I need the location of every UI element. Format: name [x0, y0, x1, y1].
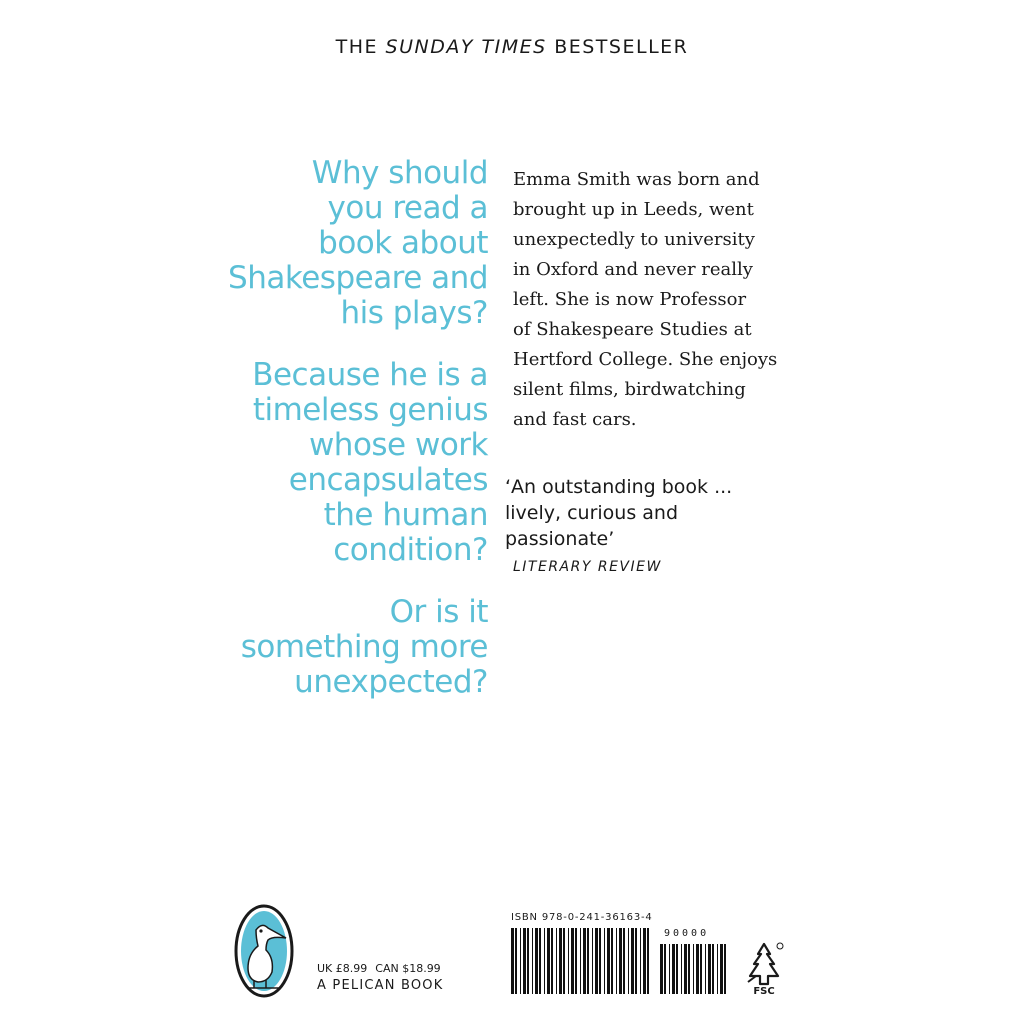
question-column [200, 156, 488, 727]
price-can: CAN $18.99 [375, 962, 441, 975]
barcode-bar [527, 928, 529, 994]
fsc-tree-icon [742, 940, 786, 996]
barcode-bar [551, 928, 553, 994]
question-line: the human [323, 497, 488, 533]
barcode-bar [604, 928, 605, 994]
question-block-1 [200, 156, 488, 331]
barcode-bar [575, 928, 577, 994]
question-line: timeless genius [252, 392, 488, 428]
barcode-bar [669, 944, 670, 994]
quote-line: passionate’ [505, 528, 615, 550]
bio-line: Hertford College. She enjoys [513, 349, 778, 370]
barcode-bar [647, 928, 649, 994]
barcode-bar [520, 928, 521, 994]
bio-line: silent films, birdwatching [513, 379, 746, 400]
barcode-bar [619, 928, 622, 994]
fsc-label: FSC [753, 986, 775, 996]
barcode-bar [688, 944, 690, 994]
bestseller-banner [0, 36, 1024, 58]
barcode-bar [708, 944, 711, 994]
barcode-bar [599, 928, 601, 994]
pelican-logo-icon [234, 904, 294, 998]
barcode-bar [696, 944, 699, 994]
barcode-bar [592, 928, 593, 994]
barcode-bar [611, 928, 613, 994]
barcode-bar [559, 928, 562, 994]
barcode-bar [532, 928, 533, 994]
barcode-bar [643, 928, 646, 994]
barcode-bar [724, 944, 726, 994]
barcode-bar [587, 928, 589, 994]
barcode-bar [628, 928, 629, 994]
barcode-bar [580, 928, 581, 994]
barcode-bar [684, 944, 687, 994]
barcode-bar [563, 928, 565, 994]
question-line: condition? [333, 532, 488, 568]
quote-line: lively, curious and [505, 502, 679, 524]
barcode-bar [607, 928, 610, 994]
banner-post: BESTSELLER [546, 36, 689, 58]
imprint-label: A PELICAN BOOK [317, 978, 444, 993]
barcode-bar [556, 928, 557, 994]
barcode-bar [544, 928, 545, 994]
question-line: you read a [327, 190, 488, 226]
barcode-bar [595, 928, 598, 994]
barcode-bar [660, 944, 663, 994]
bio-line: and fast cars. [513, 409, 637, 430]
question-block-2 [200, 358, 488, 568]
barcode-addon-label: 90000 [664, 928, 710, 939]
barcode-bar [523, 928, 526, 994]
bio-line: in Oxford and never really [513, 259, 753, 280]
quote-source: LITERARY REVIEW [513, 559, 662, 575]
barcode-bar [720, 944, 723, 994]
barcode-bar [511, 928, 514, 994]
barcode-bar [672, 944, 675, 994]
barcode-bar [705, 944, 706, 994]
question-line: something more [240, 629, 488, 665]
barcode-bar [676, 944, 678, 994]
barcode-bar [623, 928, 625, 994]
question-line: Why should [311, 155, 488, 191]
barcode-bar [635, 928, 637, 994]
barcode-bar [640, 928, 641, 994]
review-quote [505, 474, 765, 580]
quote-line: ‘An outstanding book ... [505, 476, 733, 498]
bio-line: unexpectedly to university [513, 229, 755, 250]
barcode-bar [717, 944, 718, 994]
barcode-bar [547, 928, 550, 994]
price-line [317, 962, 449, 975]
price-uk: UK £8.99 [317, 962, 368, 975]
author-bio [513, 165, 783, 435]
barcode-bar [535, 928, 538, 994]
question-line: book about [318, 225, 488, 261]
barcode-bar [693, 944, 694, 994]
bio-line: brought up in Leeds, went [513, 199, 754, 220]
barcode-main [511, 928, 649, 994]
question-line: Shakespeare and [228, 260, 488, 296]
barcode-bar [539, 928, 541, 994]
question-line: Because he is a [252, 357, 488, 393]
question-line: his plays? [340, 295, 488, 331]
barcode-bar [664, 944, 666, 994]
barcode-bar [712, 944, 714, 994]
banner-pre: THE [335, 36, 386, 58]
question-line: encapsulates [288, 462, 488, 498]
isbn-label: ISBN 978-0-241-36163-4 [511, 912, 653, 923]
barcode-bar [631, 928, 634, 994]
bio-line: left. She is now Professor [513, 289, 747, 310]
barcode-bar [583, 928, 586, 994]
bio-line: Emma Smith was born and [513, 169, 760, 190]
question-block-3 [200, 595, 488, 700]
barcode-addon [660, 944, 726, 994]
barcode-bar [515, 928, 517, 994]
barcode-bar [571, 928, 574, 994]
question-line: unexpected? [294, 664, 488, 700]
barcode-bar [616, 928, 617, 994]
barcode-bar [681, 944, 682, 994]
banner-italic: SUNDAY TIMES [385, 36, 547, 58]
question-line: Or is it [389, 594, 488, 630]
question-line: whose work [308, 427, 488, 463]
barcode-bar [568, 928, 569, 994]
bio-line: of Shakespeare Studies at [513, 319, 752, 340]
barcode-bar [700, 944, 702, 994]
